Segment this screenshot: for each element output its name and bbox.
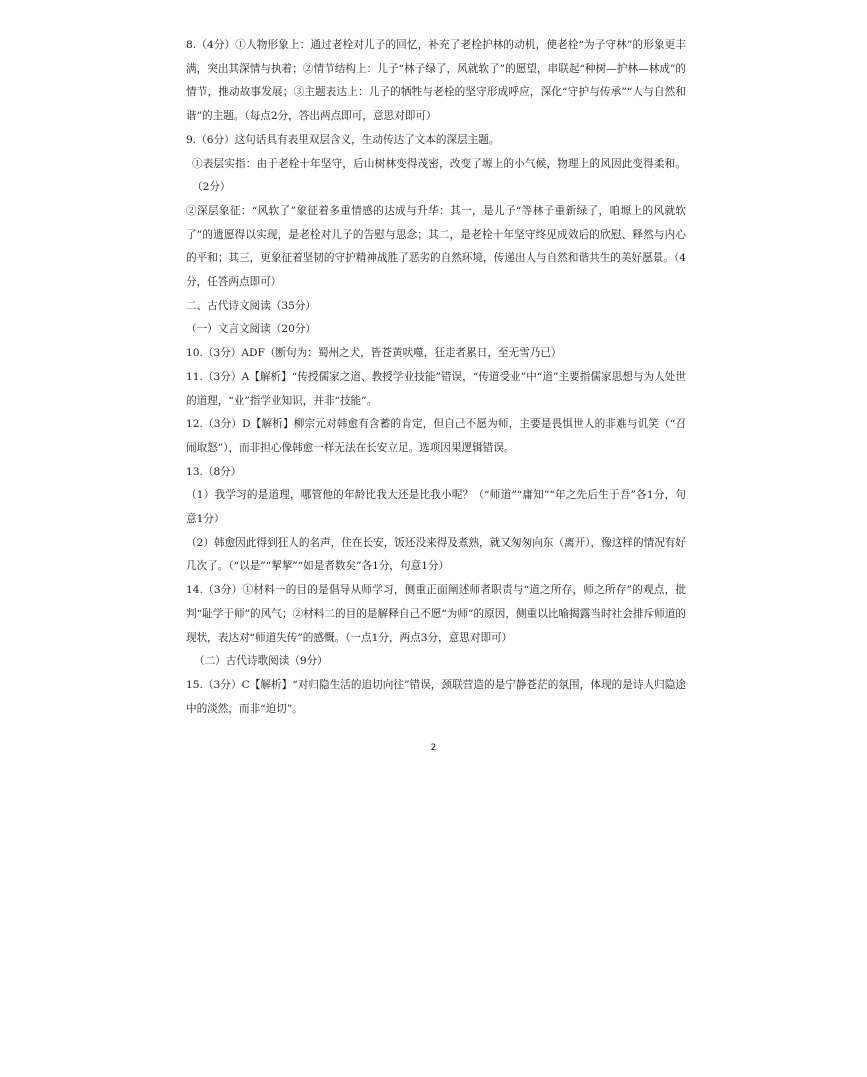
answer-q12: 12.（3分）D【解析】柳宗元对韩愈有含蓄的肯定，但自己不愿为师，主要是畏惧世人的非难与讥笑（“召闹取怒”），而非担心像韩愈一样无法在长安立足。选项因果逻辑错误。 xyxy=(186,418,686,454)
answer-q9-point-1: ①表层实指：由于老栓十年坚守，后山树林变得茂密，改变了塬上的小气候，物理上的风因此变得柔和。（2分） xyxy=(192,157,686,194)
answer-q13-part-1: （1）我学习的是道理，哪管他的年龄比我大还是比我小呢？（“师道”“庸知”“年之先后生于吾”各1分，句意1分） xyxy=(186,489,686,526)
answer-q13-part-2: （2）韩愈因此得到狂人的名声，住在长安，饭还没来得及煮熟，就又匆匆向东（离开），像这样的情况有好几次了。（“以是”“挈挈”“如是者数矣”各1分，句意1分） xyxy=(186,536,686,573)
answer-q14: 14.（3分）①材料一的目的是倡导从师学习，侧重正面阐述师者职责与“道之所存，师之所存”的观点，批判“耻学于师”的风气；②材料二的目的是解释自己不愿“为师”的原因，侧重以比喻揭露当时社会排斥师道的现状，表达对“师道失传”的感慨。（一点1分，两点3分，意思对即可） xyxy=(186,584,686,644)
answer-q10: 10.（3分）ADF（断句为：蜀州之犬，皆苍黄吠噬，狂走者累日，至无雪乃已） xyxy=(186,347,562,360)
answer-q9: 9.（6分）这句话具有表里双层含义，生动传达了文本的深层主题。 xyxy=(186,133,500,146)
answer-q11: 11.（3分）A【解析】“传授儒家之道、教授学业技能”错误，“传道受业”中“道”主要指儒家思想与为人处世的道理，“业”指学业知识，并非“技能”。 xyxy=(186,370,686,407)
answer-q15: 15.（3分）C【解析】“对归隐生活的追切向往”错误，颈联营造的是宁静苍茫的氛围，体现的是诗人归隐途中的淡然，而非“迫切”。 xyxy=(186,678,686,715)
subsection-heading-ancient-poetry: （二）古代诗歌阅读（9分） xyxy=(194,655,328,668)
answer-q9-point-2: ②深层象征：“风软了”象征着多重情感的达成与升华：其一，是儿子“等林子重新绿了，咱塬上的风就软了”的遗愿得以实现，是老栓对儿子的告慰与思念；其二，是老栓十年坚守终见成效后的欣慰、释然与内心的平和；其三，更象征着坚韧的守护精神战胜了恶劣的自然环境，传递出人与自然和谐共生的美好愿景。（4分，任答两点即可） xyxy=(186,204,686,289)
page-number: 2 xyxy=(430,743,437,753)
subsection-heading-classical-prose: （一）文言文阅读（20分） xyxy=(186,323,317,336)
answer-q8: 8.（4分）①人物形象上：通过老栓对儿子的回忆，补充了老栓护林的动机，使老栓“为子守林”的形象更丰满，突出其深情与执着；②情节结构上：儿子“林子绿了，风就软了”的愿望，串联起“种树—护林—林成”的情节，推动故事发展；③主题表达上：儿子的牺牲与老栓的坚守形成呼应，深化“守护与传承”“人与自然和谐”的主题。（每点2分，答出两点即可，意思对即可） xyxy=(186,39,686,123)
page-header xyxy=(0,0,867,5)
answer-q13: 13.（8分） xyxy=(186,465,242,478)
answer-document xyxy=(186,34,686,721)
section-heading-ancient-poetry: 二、古代诗文阅读（35分） xyxy=(186,299,317,312)
